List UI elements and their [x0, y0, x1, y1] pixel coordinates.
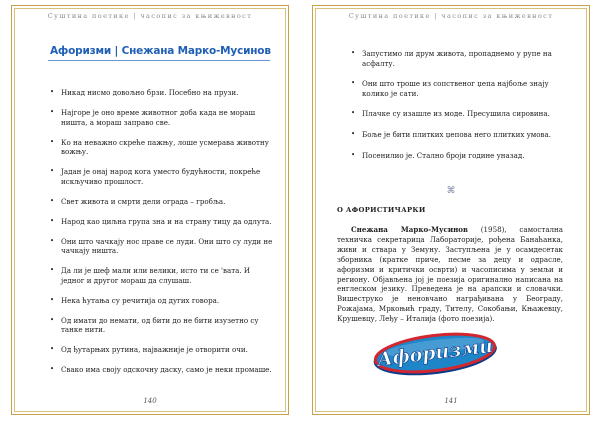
aphorisms-logo-icon — [369, 325, 501, 381]
aphorism-item: • Никад нисмо довољно брзи. Посебно на прузи. — [48, 88, 274, 98]
aphorism-item: • Плачке су изашле из моде. Пресушила сировина. — [349, 109, 575, 119]
aphorism-list — [349, 49, 575, 171]
aphorism-item: • Јадан је онај народ кога уместо будућности, покреће искључиво прошлост. — [48, 167, 274, 186]
author-bio — [337, 225, 563, 324]
page-header: Суштина поетике | часопис за књижевност — [47, 12, 253, 20]
left-page — [11, 5, 289, 415]
aphorism-item: • Они што чачкају нос праве се луди. Они што су луди не чачкају ништа. — [48, 237, 274, 256]
author-name: Снежана Марко-Мусинов — [351, 225, 468, 234]
aphorism-item: • Боље је бити плитких џепова него плитких умова. — [349, 130, 575, 140]
aphorism-item: • Нека ћутања су речитија од дугих говора. — [48, 296, 274, 306]
page-number: 141 — [444, 397, 458, 405]
article-title: Афоризми | Снежана Марко-Мусинов — [50, 45, 271, 57]
section-ornament-icon: ⌘ — [446, 186, 456, 196]
aphorism-list — [48, 88, 274, 385]
author-section-heading: О АФОРИСТИЧАРКИ — [337, 206, 426, 214]
aphorism-item: • Народ као циљна група зна и на страну тицу да одлута. — [48, 217, 274, 227]
aphorism-item: • Они што троше из сопственог џепа најбоље знају колико је сати. — [349, 79, 575, 98]
bio-text: (1958), самостална техничка секретарица Лабораторије, рођена Банаћанка, живи и ствара у Земуну. Заступљена је у осамдесетак зборника (кратке приче, песме за децу и одрасле, афоризми и критички осврти) и часописима у земљи и региону. Објављена јој је поезија оригинално написана на енглеском језику. Преведена је на арапски и словачки. Вишеструко је неновчано награђивана у Београду, Рожајама, Мркоњић граду, Тителу, Сокобањи, Књажевцу, Крушевцу, Леђу – Италија (фото поезија). — [337, 225, 564, 324]
aphorism-item: • Да ли је шеф мали или велики, исто ти се 'вата. И једног и другог мораш да слушаш. — [48, 266, 274, 285]
aphorism-item: • Најгоре је оно време животног доба када не мораш ништа, а мораш заправо све. — [48, 108, 274, 127]
aphorism-item: • Запустимо ли друм живота, пропаднемо у рупе на асфалту. — [349, 49, 575, 68]
logo-text: Афоризми — [375, 334, 495, 372]
right-page — [312, 5, 590, 415]
title-divider — [48, 60, 270, 61]
page-header: Суштина поетике | часопис за књижевност — [348, 12, 554, 20]
aphorism-item: • Од ђутарњих рутина, најважније је отворити очи. — [48, 345, 274, 355]
aphorism-item: • Свако има своју одскочну даску, само је неки промаше. — [48, 365, 274, 375]
page-number: 140 — [143, 397, 157, 405]
aphorism-item: • Свет живота и смрти дели ограда – гробља. — [48, 197, 274, 207]
aphorism-item: • Посенилио је. Стално броји године уназад. — [349, 151, 575, 161]
aphorism-item: • Од имати до немати, од бити до не бити изузетно су танке нити. — [48, 316, 274, 335]
aphorism-item: • Ко на неважно скреће пажњу, лоше усмерава животну вожњу. — [48, 138, 274, 157]
